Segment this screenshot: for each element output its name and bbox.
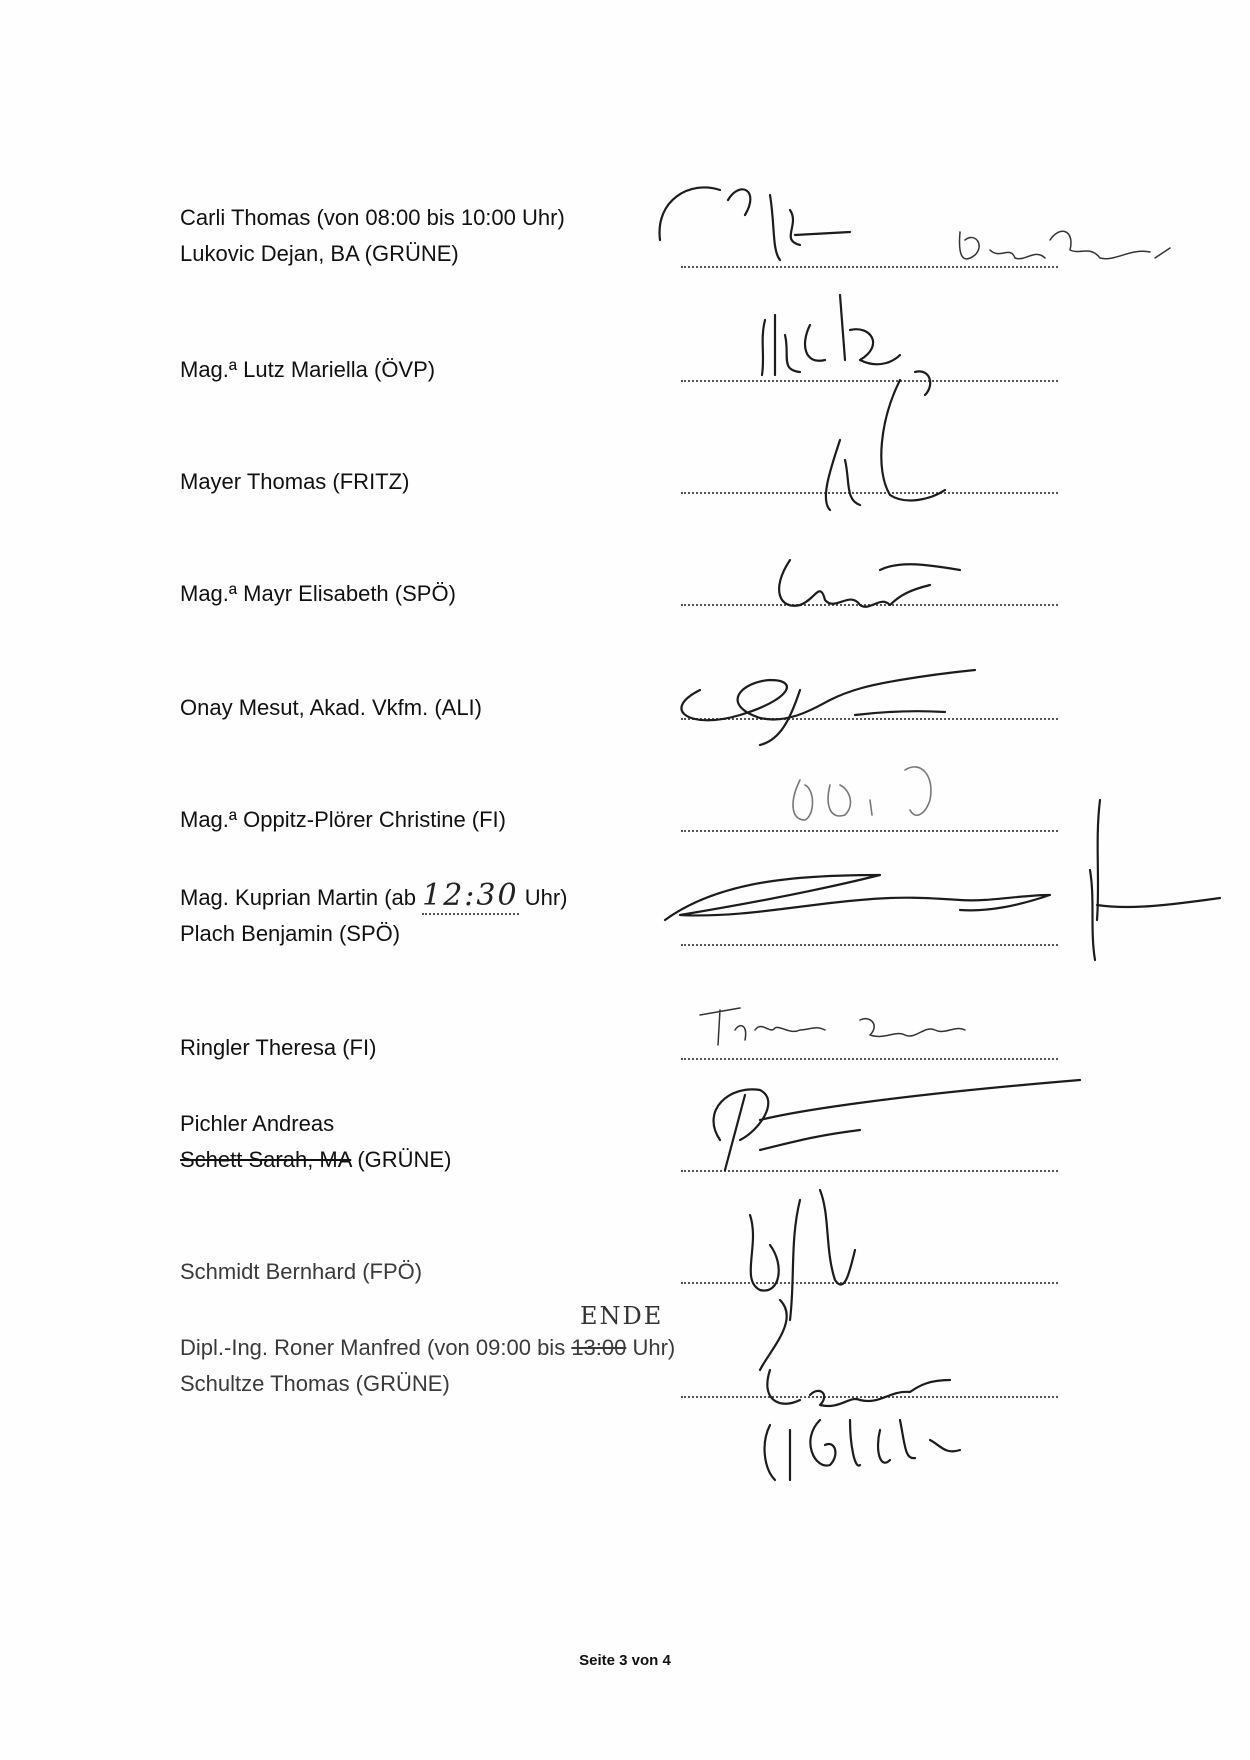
attendee-name: Ringler Theresa (FI): [180, 1035, 377, 1060]
attendee-entry: [180, 576, 456, 612]
attendee-name-with-time: Dipl.-Ing. Roner Manfred (von 09:00 bis 13:00 Uhr): [180, 1335, 676, 1360]
attendee-name: Plach Benjamin (SPÖ): [180, 921, 401, 946]
attendee-name: Lukovic Dejan, BA (GRÜNE): [180, 241, 459, 266]
attendee-entry: [180, 802, 506, 838]
signature-line: [681, 492, 1058, 494]
signature-mayr: [779, 560, 960, 607]
attendee-entry: [180, 1106, 451, 1178]
attendee-entry: [180, 200, 565, 272]
signature-ringler: [700, 1008, 965, 1045]
attendee-name: Mayer Thomas (FRITZ): [180, 469, 410, 494]
signature-lutz: [762, 295, 900, 375]
signature-line: [681, 1282, 1058, 1284]
signature-roner: [767, 1370, 950, 1406]
signature-line: [681, 718, 1058, 720]
attendee-entry: [180, 352, 435, 388]
signature-line: [681, 1058, 1058, 1060]
signature-line: [681, 1396, 1058, 1398]
attendee-name: Carli Thomas (von 08:00 bis 10:00 Uhr): [180, 205, 565, 230]
signature-line: [681, 944, 1058, 946]
signature-schmidt: [750, 1190, 855, 1370]
attendee-name: Onay Mesut, Akad. Vkfm. (ALI): [180, 695, 482, 720]
attendee-name: Mag.ª Oppitz-Plörer Christine (FI): [180, 807, 506, 832]
signature-line: [681, 266, 1058, 268]
signature-kuprian: [665, 800, 1220, 960]
signature-line: [681, 380, 1058, 382]
attendee-name-struck: Schett Sarah, MA (GRÜNE): [180, 1147, 452, 1172]
handwritten-note: ENDE: [580, 1302, 664, 1330]
signature-line: [681, 830, 1058, 832]
attendee-entry: [180, 464, 409, 500]
page-number: Seite 3 von 4: [579, 1652, 671, 1669]
attendee-name: Mag.ª Lutz Mariella (ÖVP): [180, 357, 436, 382]
signature-line: [681, 1170, 1058, 1172]
attendee-entry: [180, 690, 482, 726]
attendee-name: Schultze Thomas (GRÜNE): [180, 1371, 450, 1396]
signature-schultze: [765, 1420, 960, 1480]
signature-oppitz: [793, 767, 931, 820]
attendee-name: Schmidt Bernhard (FPÖ): [180, 1259, 423, 1284]
attendee-name-with-time: Mag. Kuprian Martin (ab 12:30 Uhr): [180, 878, 568, 913]
attendee-entry: [180, 1030, 376, 1066]
attendee-entry: [180, 1254, 422, 1290]
handwritten-time: 12:30: [422, 878, 519, 913]
signature-onay: [681, 670, 975, 745]
signature-carli: [660, 187, 850, 260]
signature-line: [681, 604, 1058, 606]
signature-mayer: [826, 371, 945, 510]
signature-lukovic: [960, 231, 1170, 259]
struck-name: Schett Sarah, MA: [180, 1147, 352, 1172]
struck-time: 13:00: [571, 1335, 627, 1360]
attendee-entry: [180, 1330, 675, 1402]
attendee-name: Mag.ª Mayr Elisabeth (SPÖ): [180, 581, 456, 606]
signature-pichler: [714, 1080, 1080, 1170]
attendee-entry: [180, 878, 567, 952]
attendee-name: Pichler Andreas: [180, 1111, 335, 1136]
